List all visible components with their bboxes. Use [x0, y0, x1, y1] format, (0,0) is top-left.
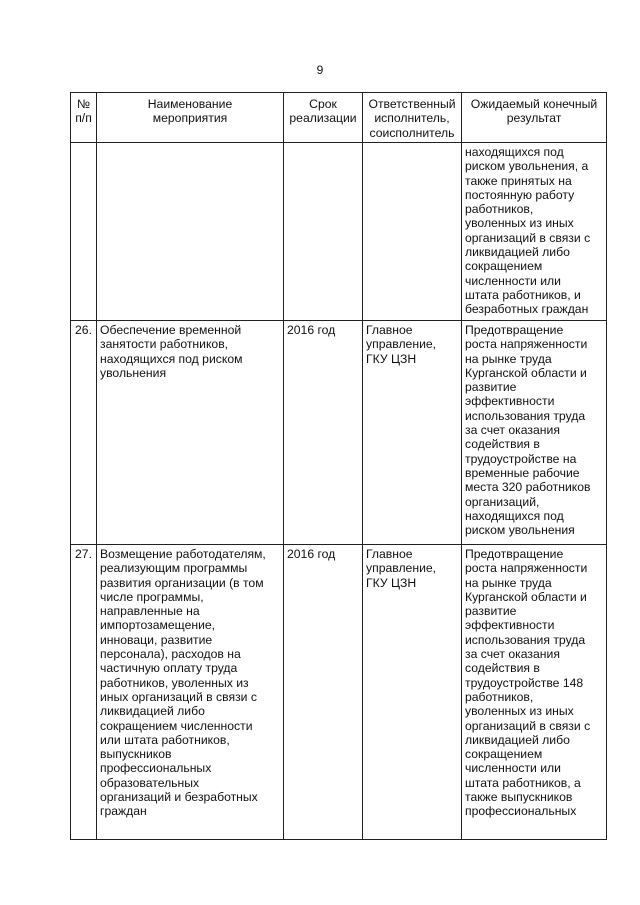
cell-term: 2016 год [284, 321, 363, 545]
header-term: Срок реализации [284, 93, 363, 143]
cell-expected-result: Предотвращение роста напряженности на рынке труда Курганской области и развитие эффективности использования труда за счет оказания содействия в трудоустройстве на временные рабочие места 320 работников организаций, находящихся под риском увольнения [462, 321, 607, 545]
cell-measure-name: Возмещение работодателям, реализующим программы развития организации (в том числе программы, направленные на импортозамещение, инноваци, развитие персонала), расходов на частичную оплату труда работников, уволенных из иных организаций в связи с ликвидацией либо сокращением численности или штата работников, выпускников профессиональных образовательных организаций и безработных граждан [97, 545, 284, 840]
cell-number: 26. [71, 321, 97, 545]
cell-expected-result: Предотвращение роста напряженности на рынке труда Курганской области и развитие эффективности использования труда за счет оказания содействия в трудоустройстве 148 работников, уволенных из иных организаций в связи с ликвидацией либо сокращением численности или штата работников, а также выпускников профессиональных [462, 545, 607, 840]
cell-number [71, 143, 97, 321]
table-header-row [71, 93, 607, 143]
cell-number: 27. [71, 545, 97, 840]
header-expected-result: Ожидаемый конечный результат [462, 93, 607, 143]
table-row [71, 143, 607, 321]
table-row [71, 545, 607, 840]
cell-executor: Главное управление, ГКУ ЦЗН [363, 321, 462, 545]
cell-executor: Главное управление, ГКУ ЦЗН [363, 545, 462, 840]
cell-expected-result: находящихся под риском увольнения, а также принятых на постоянную работу работников, уволенных из иных организаций в связи с ликвидацией либо сокращением численности или штата работников, и безработных граждан [462, 143, 607, 321]
cell-measure-name: Обеспечение временной занятости работников, находящихся под риском увольнения [97, 321, 284, 545]
header-number: № п/п [71, 93, 97, 143]
measures-table [70, 92, 607, 840]
cell-term [284, 143, 363, 321]
header-executor: Ответственный исполнитель, соисполнитель [363, 93, 462, 143]
cell-measure-name [97, 143, 284, 321]
table-row [71, 321, 607, 545]
cell-executor [363, 143, 462, 321]
header-measure-name: Наименование мероприятия [97, 93, 284, 143]
page-number: 9 [316, 63, 324, 77]
cell-term: 2016 год [284, 545, 363, 840]
